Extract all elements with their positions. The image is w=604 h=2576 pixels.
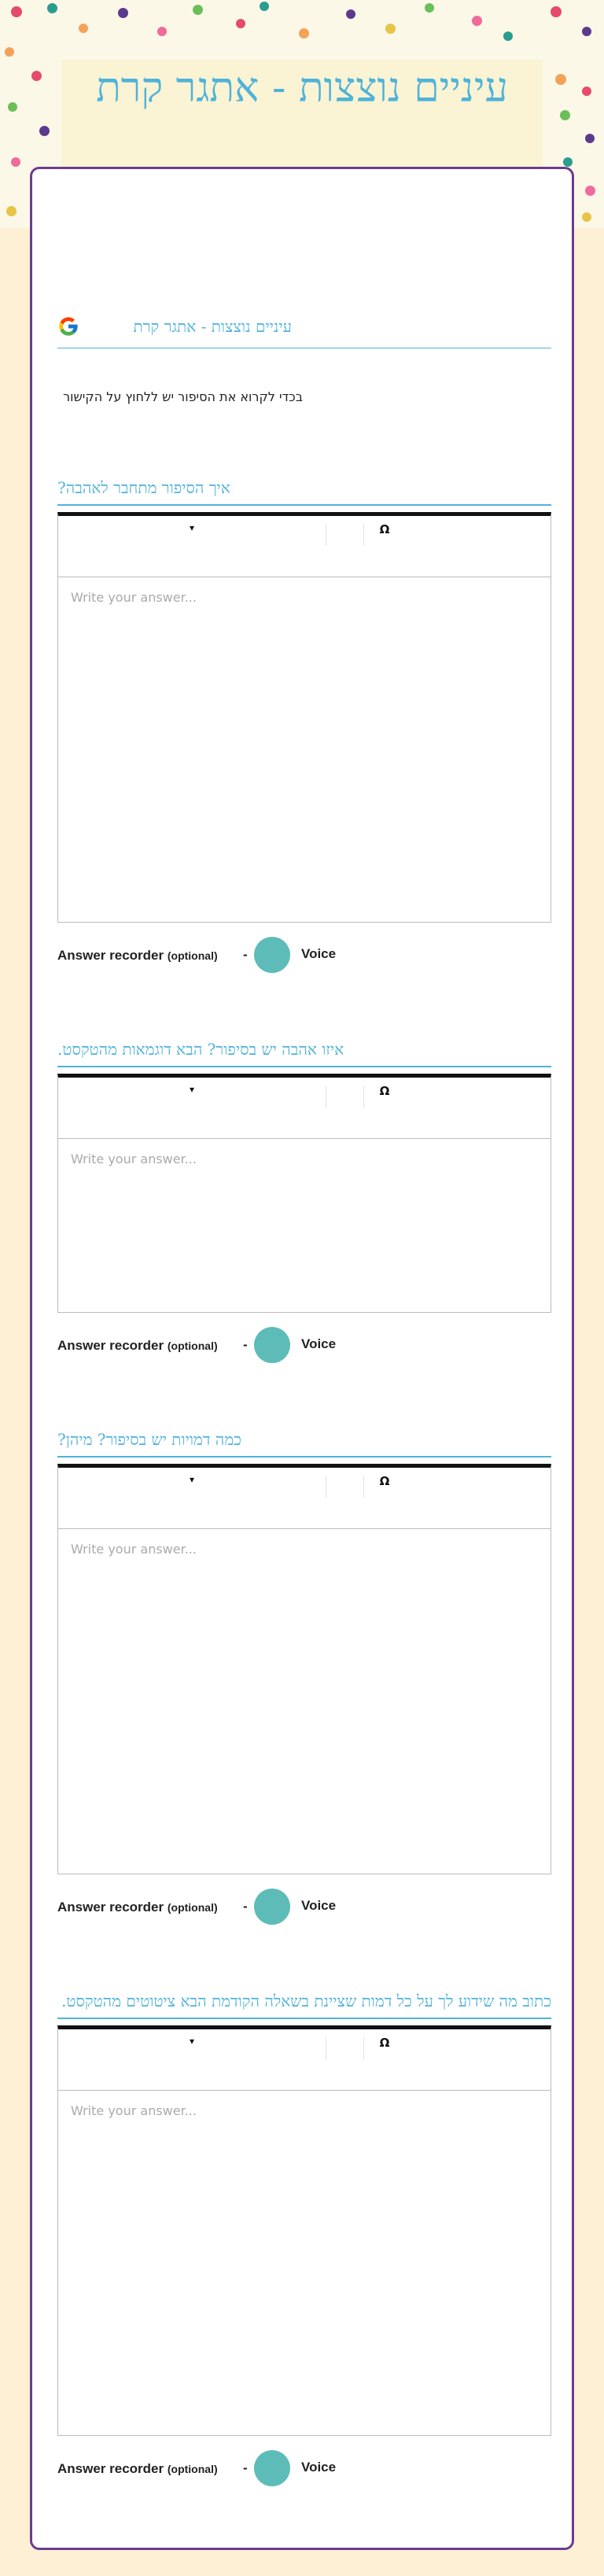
recorder-optional: (optional): [167, 1340, 218, 1352]
chevron-down-icon[interactable]: ▾: [189, 2036, 195, 2047]
page-title: עיניים נוצצות - אתגר קרת: [96, 64, 508, 112]
answer-textarea[interactable]: [58, 1529, 551, 1874]
editor-toolbar: [58, 1468, 551, 1529]
question-1-label: איך הסיפור מתחבר לאהבה?: [57, 477, 551, 506]
chevron-down-icon[interactable]: ▾: [189, 1474, 195, 1485]
answer-recorder: [57, 1889, 551, 1925]
recorder-label: Answer recorder: [57, 2461, 164, 2476]
record-circle-icon[interactable]: [254, 937, 290, 973]
recorder-dash: -: [243, 1899, 248, 1914]
rich-text-editor: [57, 1464, 551, 1874]
answer-textarea[interactable]: [58, 2091, 551, 2435]
form-header-title: עיניים נוצצות - אתגר קרת: [133, 317, 292, 336]
rich-text-editor: [57, 2025, 551, 2436]
recorder-voice-label[interactable]: Voice: [301, 1898, 337, 1913]
chevron-down-icon[interactable]: ▾: [189, 1084, 195, 1095]
recorder-label: Answer recorder: [57, 948, 164, 963]
recorder-optional: (optional): [167, 2463, 218, 2475]
record-circle-icon[interactable]: [254, 1889, 290, 1925]
recorder-voice-label[interactable]: Voice: [301, 946, 337, 961]
page-title-banner: [61, 60, 543, 167]
recorder-dash: -: [243, 947, 248, 962]
answer-recorder: [57, 2450, 551, 2486]
recorder-optional: (optional): [167, 1901, 218, 1914]
special-characters-icon[interactable]: Ω: [379, 1084, 390, 1098]
question-4-label: כתוב מה שידוע לך על כל דמות שציינת בשאלה הקודמת הבא ציטוטים מהטקסט.: [57, 1991, 551, 2019]
answer-textarea[interactable]: [58, 577, 551, 922]
question-1: [57, 477, 551, 973]
recorder-voice-label[interactable]: Voice: [301, 2460, 337, 2475]
record-circle-icon[interactable]: [254, 1327, 290, 1363]
editor-toolbar: [58, 1078, 551, 1139]
chevron-down-icon[interactable]: ▾: [189, 522, 195, 533]
form-header: [57, 311, 551, 348]
editor-toolbar: [58, 516, 551, 577]
form-instructions: בכדי לקרוא את הסיפור יש ללחוץ על הקישור: [63, 389, 303, 404]
special-characters-icon[interactable]: Ω: [379, 522, 390, 536]
recorder-voice-label[interactable]: Voice: [301, 1336, 337, 1351]
question-4: [57, 1991, 551, 2486]
answer-recorder: [57, 937, 551, 973]
record-circle-icon[interactable]: [254, 2450, 290, 2486]
answer-textarea[interactable]: [58, 1139, 551, 1312]
recorder-label: Answer recorder: [57, 1900, 164, 1914]
answer-recorder: [57, 1327, 551, 1363]
recorder-optional: (optional): [167, 949, 218, 962]
recorder-dash: -: [243, 2460, 248, 2475]
recorder-label: Answer recorder: [57, 1338, 164, 1353]
question-2-label: איזו אהבה יש בסיפור? הבא דוגמאות מהטקסט.: [57, 1039, 551, 1067]
question-3-label: כמה דמויות יש בסיפור? מיהן?: [57, 1429, 551, 1458]
rich-text-editor: [57, 1074, 551, 1313]
question-3: [57, 1429, 551, 1925]
google-g-icon: [57, 315, 79, 337]
special-characters-icon[interactable]: Ω: [379, 2036, 390, 2050]
editor-toolbar: [58, 2029, 551, 2091]
question-2: [57, 1039, 551, 1363]
recorder-dash: -: [243, 1337, 248, 1352]
form-card: [30, 167, 574, 2550]
rich-text-editor: [57, 512, 551, 923]
special-characters-icon[interactable]: Ω: [379, 1474, 390, 1488]
